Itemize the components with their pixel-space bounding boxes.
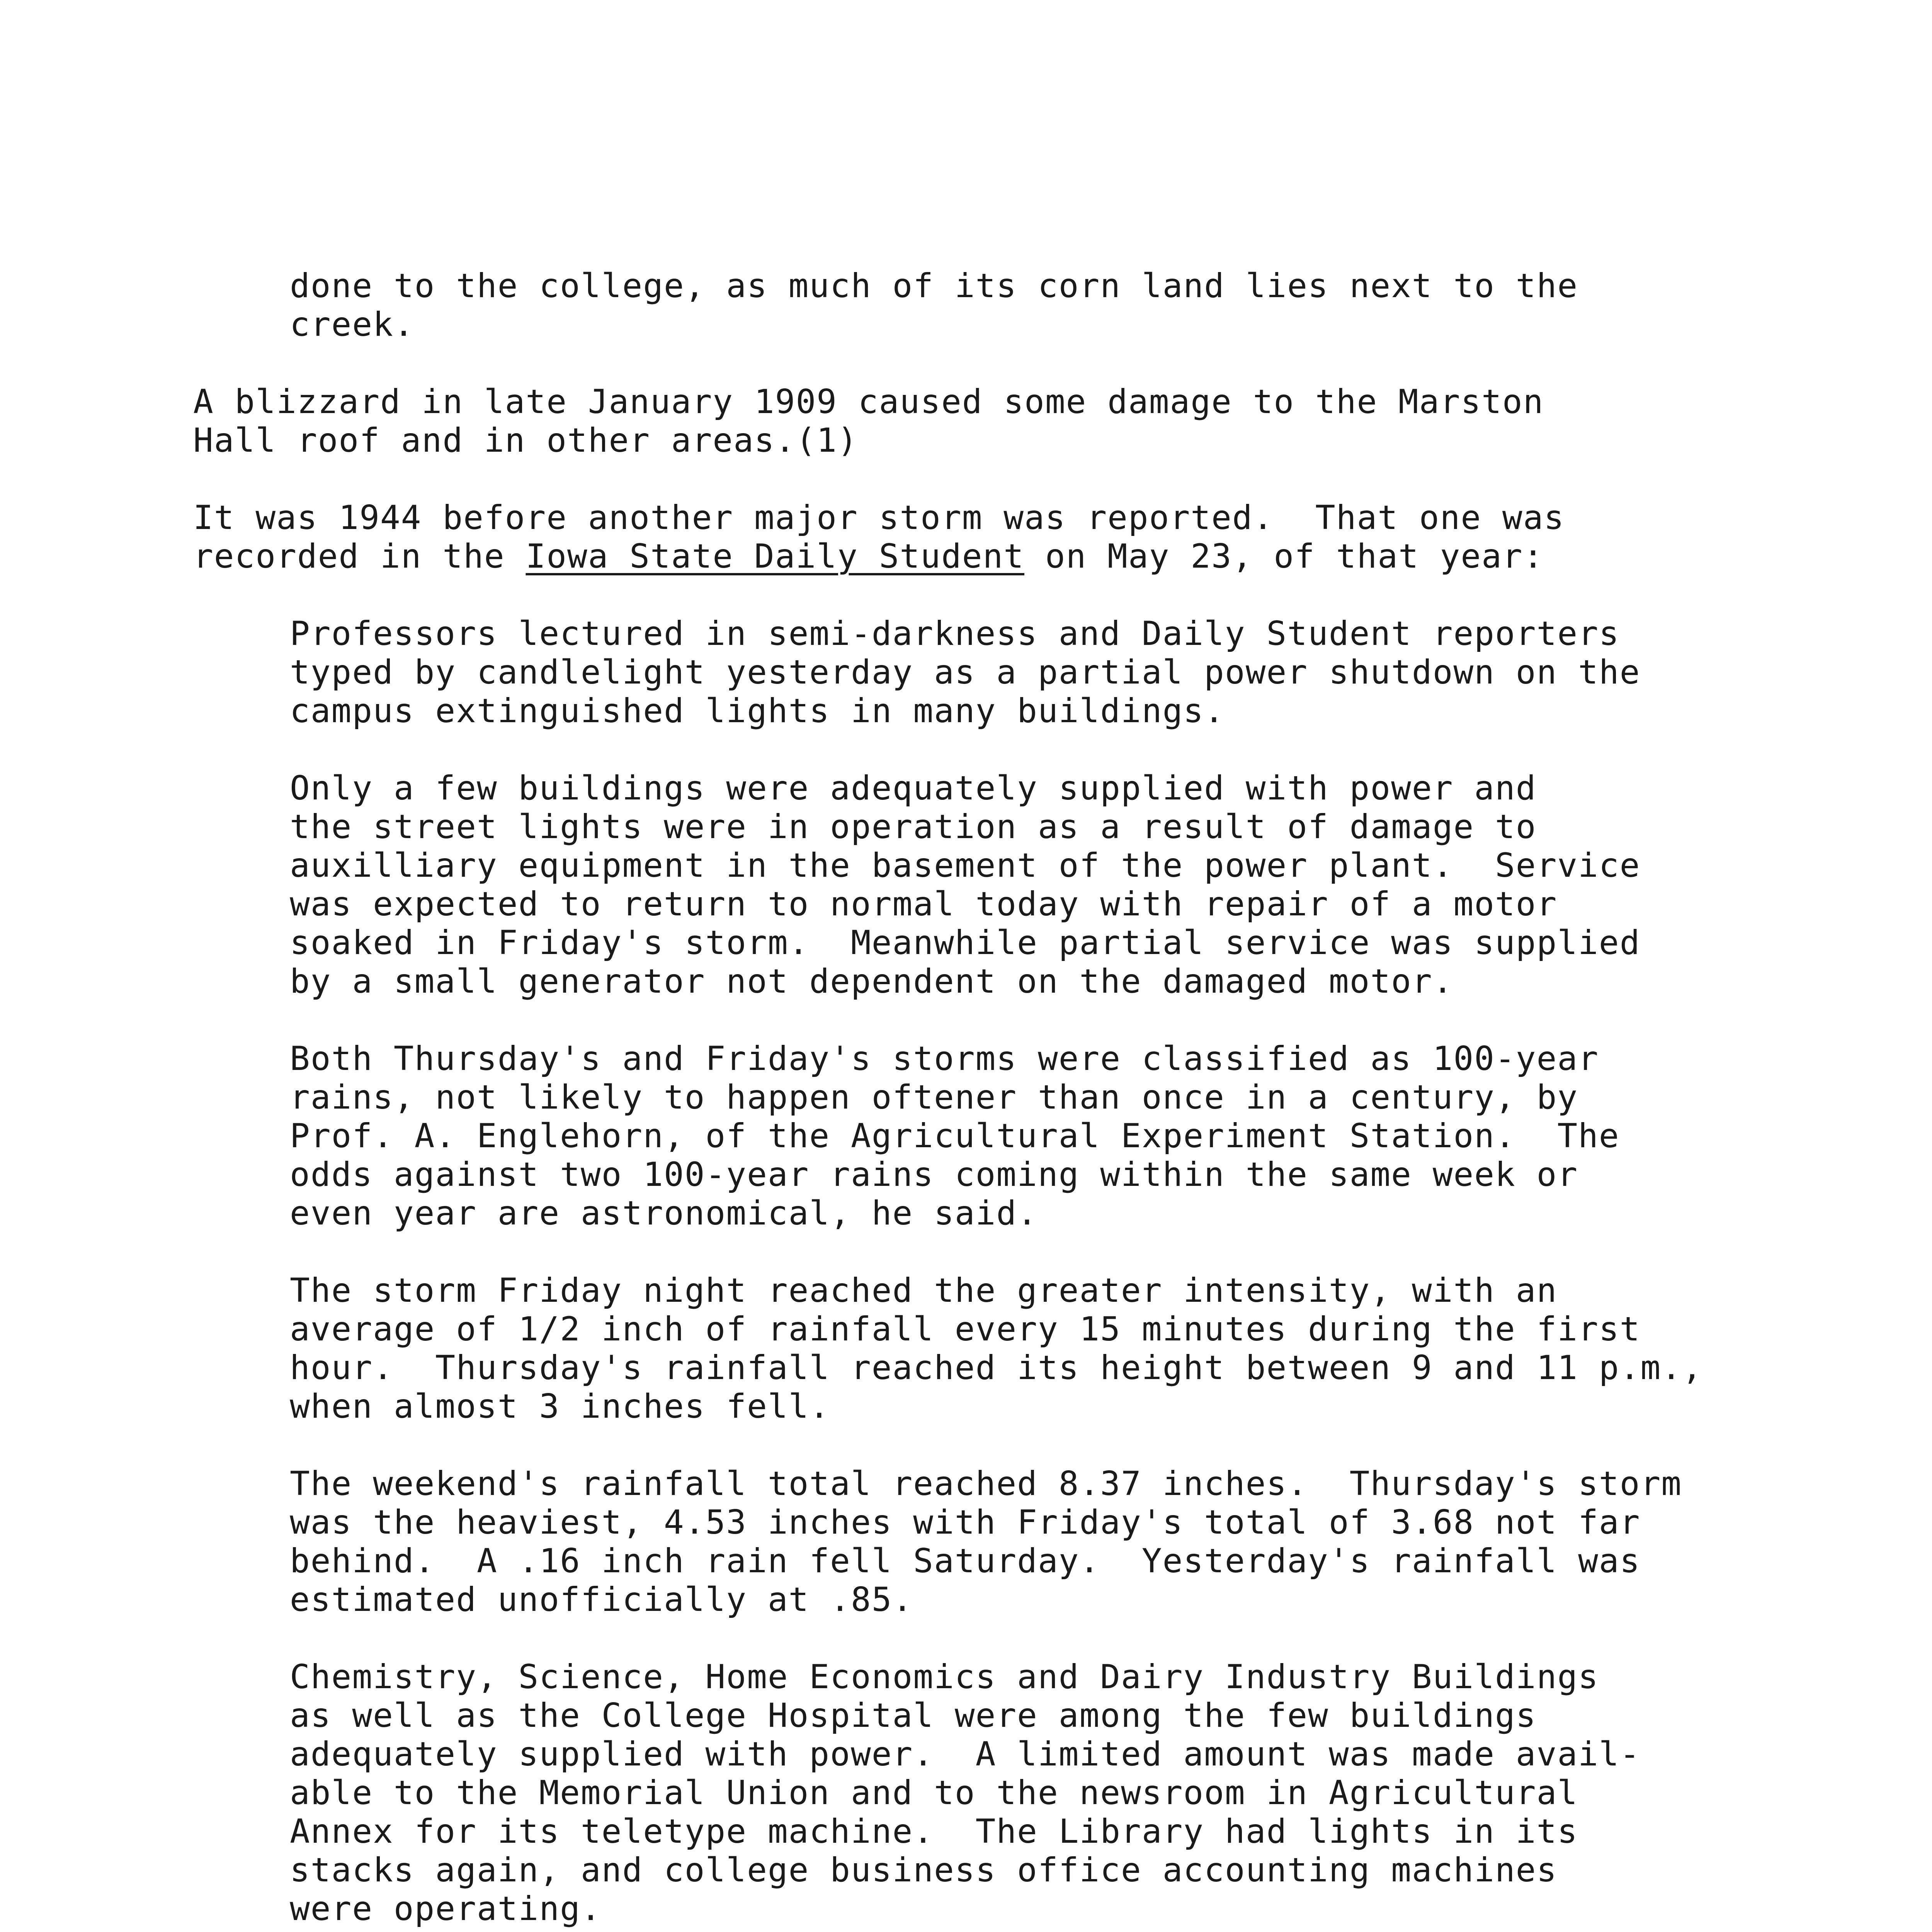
quote-line: Professors lectured in semi-darkness and Daily Student reporters (290, 614, 1620, 653)
quote-line: Chemistry, Science, Home Economics and Dairy Industry Buildings (290, 1658, 1599, 1696)
quote-line: adequately supplied with power. A limited amount was made avail- (290, 1735, 1641, 1774)
quote-line: the street lights were in operation as a result of damage to (290, 808, 1537, 846)
quote-line: campus extinguished lights in many buildings. (290, 692, 1225, 730)
quote-line: estimated unofficially at .85. (290, 1580, 913, 1619)
paragraph-line: creek. (290, 305, 415, 344)
quote-line: even year are astronomical, he said. (290, 1194, 1038, 1233)
quote-line: auxilliary equipment in the basement of the power plant. Service (290, 846, 1641, 885)
quote-line: when almost 3 inches fell. (290, 1387, 830, 1426)
quote-line: able to the Memorial Union and to the newsroom in Agricultural (290, 1774, 1578, 1812)
quote-line: were operating. (290, 1889, 602, 1928)
quote-line: as well as the College Hospital were among the few buildings (290, 1696, 1537, 1735)
quote-line: behind. A .16 inch rain fell Saturday. Yesterday's rainfall was (290, 1542, 1641, 1580)
quote-line: by a small generator not dependent on the damaged motor. (290, 962, 1454, 1001)
quote-line: Annex for its teletype machine. The Library had lights in its (290, 1812, 1578, 1851)
quote-line: The storm Friday night reached the greater intensity, with an (290, 1271, 1558, 1310)
quote-line: was the heaviest, 4.53 inches with Friday's total of 3.68 not far (290, 1503, 1641, 1542)
quote-line: odds against two 100-year rains coming within the same week or (290, 1155, 1578, 1194)
quote-line: was expected to return to normal today with repair of a motor (290, 885, 1558, 923)
quote-line: The weekend's rainfall total reached 8.37 inches. Thursday's storm (290, 1464, 1682, 1503)
text-segment: recorded in the (193, 537, 526, 576)
text-segment: on May 23, of that year: (1024, 537, 1544, 576)
paragraph-line: It was 1944 before another major storm was reported. That one was (193, 498, 1565, 537)
quote-line: rains, not likely to happen oftener than once in a century, by (290, 1078, 1578, 1117)
quote-line: average of 1/2 inch of rainfall every 15 minutes during the first (290, 1310, 1641, 1349)
newspaper-title: Iowa State Daily Student (526, 537, 1025, 576)
quote-line: stacks again, and college business office accounting machines (290, 1851, 1558, 1889)
quote-line: soaked in Friday's storm. Meanwhile partial service was supplied (290, 923, 1641, 962)
quote-line: typed by candlelight yesterday as a partial power shutdown on the (290, 653, 1641, 692)
quote-line: Only a few buildings were adequately supplied with power and (290, 769, 1537, 808)
quote-line: Both Thursday's and Friday's storms were classified as 100-year (290, 1039, 1599, 1078)
paragraph-line: done to the college, as much of its corn land lies next to the (290, 267, 1578, 305)
quote-line: hour. Thursday's rainfall reached its height between 9 and 11 p.m., (290, 1349, 1703, 1387)
quote-line: Prof. A. Englehorn, of the Agricultural Experiment Station. The (290, 1117, 1620, 1155)
paragraph-line: A blizzard in late January 1909 caused some damage to the Marston (193, 383, 1544, 421)
paragraph-line (193, 537, 1544, 576)
paragraph-line: Hall roof and in other areas.(1) (193, 421, 858, 460)
